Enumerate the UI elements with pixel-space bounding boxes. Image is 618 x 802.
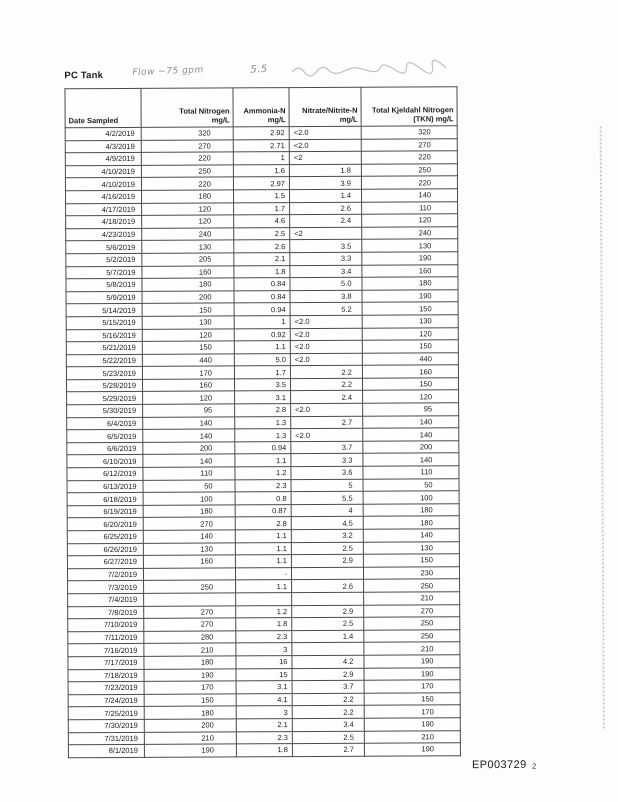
ammonia-cell: 1.3 xyxy=(235,429,291,442)
nitrate-nitrite-cell: 2.2 xyxy=(292,706,364,719)
tkn-cell: 130 xyxy=(362,315,458,328)
tkn-cell: 440 xyxy=(362,352,458,365)
ammonia-cell xyxy=(236,593,292,606)
total-nitrogen-cell: 100 xyxy=(143,492,235,505)
tkn-cell: 250 xyxy=(361,164,457,177)
nitrate-nitrite-cell: 3.5 xyxy=(290,240,362,253)
date-cell: 6/13/2019 xyxy=(67,480,143,493)
total-nitrogen-cell: 140 xyxy=(143,454,235,467)
date-cell: 7/24/2019 xyxy=(68,694,144,707)
date-cell: 7/25/2019 xyxy=(68,707,144,720)
ammonia-cell: 0.84 xyxy=(234,290,290,303)
total-nitrogen-cell: 130 xyxy=(143,542,235,555)
total-nitrogen-cell: 170 xyxy=(142,366,234,379)
ammonia-cell: 1.7 xyxy=(234,202,290,215)
tkn-cell: 170 xyxy=(364,705,460,718)
tkn-cell: 180 xyxy=(363,504,459,517)
nitrate-nitrite-cell: 2.9 xyxy=(292,605,364,618)
nitrate-nitrite-cell: 5 xyxy=(291,479,363,492)
tkn-cell: 190 xyxy=(364,743,460,756)
nitrate-nitrite-cell: 2.5 xyxy=(292,617,364,630)
tkn-cell: 120 xyxy=(362,214,458,227)
header-row xyxy=(65,87,457,128)
ammonia-cell: 1.8 xyxy=(236,744,292,757)
total-nitrogen-cell: 150 xyxy=(142,303,234,316)
tkn-cell: 270 xyxy=(361,138,457,151)
date-cell: 4/10/2019 xyxy=(65,165,141,178)
date-cell: 7/30/2019 xyxy=(68,719,144,732)
date-cell: 5/6/2019 xyxy=(66,241,142,254)
tkn-cell: 140 xyxy=(361,189,457,202)
tkn-cell: 100 xyxy=(363,491,459,504)
date-cell: 5/21/2019 xyxy=(66,341,142,354)
date-cell: 4/9/2019 xyxy=(65,153,141,166)
nitrate-nitrite-cell: <2.0 xyxy=(289,139,361,152)
date-cell: 6/25/2019 xyxy=(67,530,143,543)
table-body xyxy=(65,126,460,758)
ammonia-cell: 0.87 xyxy=(235,504,291,517)
ammonia-cell: 2.3 xyxy=(236,630,292,643)
date-cell: 4/18/2019 xyxy=(66,216,142,229)
total-nitrogen-cell: 440 xyxy=(142,354,234,367)
total-nitrogen-cell: 120 xyxy=(143,391,235,404)
nitrate-nitrite-cell: 3.3 xyxy=(291,454,363,467)
total-nitrogen-cell: 120 xyxy=(142,202,234,215)
total-nitrogen-cell: 140 xyxy=(143,530,235,543)
date-cell: 4/2/2019 xyxy=(65,127,141,140)
nitrate-nitrite-cell: 2.4 xyxy=(291,391,363,404)
date-cell: 6/5/2019 xyxy=(67,430,143,443)
ammonia-cell: 0.94 xyxy=(234,303,290,316)
nitrate-nitrite-cell: <2.0 xyxy=(289,126,361,139)
ammonia-cell: 15 xyxy=(236,668,292,681)
tkn-cell: 95 xyxy=(363,403,459,416)
total-nitrogen-cell: 270 xyxy=(141,139,233,152)
date-cell: 5/7/2019 xyxy=(66,266,142,279)
date-cell: 4/16/2019 xyxy=(65,190,141,203)
nitrate-nitrite-cell: <2 xyxy=(289,151,361,164)
nitrate-nitrite-cell: 5.5 xyxy=(291,491,363,504)
ammonia-cell: 0.92 xyxy=(234,328,290,341)
nitrate-nitrite-cell: 2.5 xyxy=(292,731,364,744)
col-header-nitrate-nitrite-unit: mg/L xyxy=(339,114,358,124)
date-cell: 4/23/2019 xyxy=(66,228,142,241)
total-nitrogen-cell: 200 xyxy=(142,291,234,304)
ammonia-cell: 2.1 xyxy=(234,253,290,266)
tkn-cell: 120 xyxy=(362,327,458,340)
ammonia-cell: 2.8 xyxy=(235,404,291,417)
total-nitrogen-cell: 120 xyxy=(142,328,234,341)
ammonia-cell: 1 xyxy=(234,316,290,329)
nitrate-nitrite-cell: 1.4 xyxy=(292,630,364,643)
ammonia-cell: 1.1 xyxy=(236,580,292,593)
nitrate-nitrite-cell xyxy=(292,643,364,656)
nitrate-nitrite-cell: 3.6 xyxy=(291,466,363,479)
ammonia-cell: 1 xyxy=(233,152,289,165)
date-cell: 5/15/2019 xyxy=(66,316,142,329)
date-cell: 8/1/2019 xyxy=(68,744,144,757)
date-cell: 5/8/2019 xyxy=(66,279,142,292)
col-header-date xyxy=(65,88,141,127)
page-number: 2 xyxy=(531,761,537,771)
date-cell: 6/12/2019 xyxy=(67,467,143,480)
tkn-cell: 200 xyxy=(363,441,459,454)
handwriting-scribble xyxy=(290,59,460,80)
tkn-cell: 180 xyxy=(363,516,459,529)
tkn-cell: 250 xyxy=(364,617,460,630)
ammonia-cell: - xyxy=(235,567,291,580)
total-nitrogen-cell: 130 xyxy=(142,316,234,329)
date-cell: 5/14/2019 xyxy=(66,304,142,317)
ammonia-cell: 3 xyxy=(236,706,292,719)
ammonia-cell: 2.97 xyxy=(233,177,289,190)
nitrate-nitrite-cell: <2.0 xyxy=(291,428,363,441)
date-cell: 5/29/2019 xyxy=(67,392,143,405)
nitrate-nitrite-cell: 2.2 xyxy=(292,693,364,706)
nitrate-nitrite-cell: 2.9 xyxy=(291,554,363,567)
ammonia-cell: 2.71 xyxy=(233,139,289,152)
ammonia-cell: 0.84 xyxy=(234,278,290,291)
total-nitrogen-cell: 160 xyxy=(142,379,234,392)
tkn-cell: 150 xyxy=(362,340,458,353)
date-cell: 7/4/2019 xyxy=(68,593,144,606)
date-cell: 5/28/2019 xyxy=(66,379,142,392)
total-nitrogen-cell: 180 xyxy=(142,278,234,291)
tkn-cell: 220 xyxy=(361,151,457,164)
total-nitrogen-cell: 180 xyxy=(141,190,233,203)
date-cell: 6/6/2019 xyxy=(67,442,143,455)
total-nitrogen-cell: 140 xyxy=(143,417,235,430)
nitrate-nitrite-cell: 2.4 xyxy=(290,214,362,227)
nitrate-nitrite-cell: 1.4 xyxy=(289,189,361,202)
tkn-cell: 230 xyxy=(363,567,459,580)
ammonia-cell: 1.2 xyxy=(235,467,291,480)
col-header-ammonia-label: Ammonia-N xyxy=(243,106,286,116)
col-header-total-nitrogen xyxy=(141,88,233,127)
ammonia-cell: 2.3 xyxy=(236,731,292,744)
total-nitrogen-cell: 180 xyxy=(144,706,236,719)
total-nitrogen-cell: 280 xyxy=(144,631,236,644)
tkn-cell: 210 xyxy=(364,642,460,655)
tkn-cell: 50 xyxy=(363,478,459,491)
col-header-total-nitrogen-label: Total Nitrogen xyxy=(179,106,230,116)
date-cell: 4/10/2019 xyxy=(65,178,141,191)
nitrate-nitrite-cell xyxy=(291,567,363,580)
nitrate-nitrite-cell: <2 xyxy=(290,227,362,240)
tkn-cell: 160 xyxy=(362,264,458,277)
col-header-ammonia-unit: mg/L xyxy=(267,115,286,125)
nitrate-nitrite-cell: 4.5 xyxy=(291,517,363,530)
tkn-cell: 190 xyxy=(362,289,458,302)
ammonia-cell: 3.1 xyxy=(235,391,291,404)
nitrate-nitrite-cell: <2.0 xyxy=(290,328,362,341)
tkn-cell: 150 xyxy=(363,554,459,567)
date-cell: 7/3/2019 xyxy=(68,581,144,594)
date-cell: 6/19/2019 xyxy=(67,505,143,518)
nitrate-nitrite-cell xyxy=(292,592,364,605)
tkn-cell: 130 xyxy=(362,239,458,252)
document-id: EP003729 xyxy=(471,758,527,772)
ammonia-cell: 1.1 xyxy=(235,454,291,467)
ammonia-cell: 2.5 xyxy=(234,227,290,240)
col-header-nitrate-nitrite xyxy=(289,87,361,126)
table-row xyxy=(68,743,460,758)
ammonia-cell: 1.3 xyxy=(235,416,291,429)
tkn-cell: 140 xyxy=(363,453,459,466)
water-quality-table xyxy=(64,86,461,758)
tkn-cell: 160 xyxy=(362,365,458,378)
tkn-cell: 170 xyxy=(364,680,460,693)
date-cell: 7/18/2019 xyxy=(68,669,144,682)
total-nitrogen-cell: 240 xyxy=(142,228,234,241)
nitrate-nitrite-cell: 3.7 xyxy=(292,680,364,693)
col-header-tkn-label: Total Kjeldahl Nitrogen xyxy=(372,105,454,115)
ammonia-cell: 1.7 xyxy=(234,366,290,379)
col-header-tkn-unit: (TKN) mg/L xyxy=(413,114,454,124)
total-nitrogen-cell: 270 xyxy=(143,517,235,530)
total-nitrogen-cell: 120 xyxy=(142,215,234,228)
tkn-cell: 180 xyxy=(362,277,458,290)
nitrate-nitrite-cell: 4 xyxy=(291,504,363,517)
nitrate-nitrite-cell: 3.2 xyxy=(291,529,363,542)
handwritten-value-note: 5.5 xyxy=(250,63,268,76)
ammonia-cell: 2.6 xyxy=(234,240,290,253)
total-nitrogen-cell: 110 xyxy=(143,467,235,480)
date-cell: 5/2/2019 xyxy=(66,253,142,266)
ammonia-cell: 1.8 xyxy=(236,618,292,631)
date-cell: 5/9/2019 xyxy=(66,291,142,304)
total-nitrogen-cell: 180 xyxy=(144,656,236,669)
tkn-cell: 220 xyxy=(361,176,457,189)
nitrate-nitrite-cell: 2.2 xyxy=(290,366,362,379)
ammonia-cell: 0.94 xyxy=(235,441,291,454)
col-header-total-nitrogen-unit: mg/L xyxy=(211,115,230,125)
ammonia-cell: 4.6 xyxy=(234,215,290,228)
nitrate-nitrite-cell: 2.7 xyxy=(292,743,364,756)
date-cell: 7/2/2019 xyxy=(67,568,143,581)
tkn-cell: 190 xyxy=(364,718,460,731)
nitrate-nitrite-cell: 1.8 xyxy=(289,164,361,177)
total-nitrogen-cell: 210 xyxy=(144,643,236,656)
total-nitrogen-cell: 205 xyxy=(142,253,234,266)
date-cell: 7/11/2019 xyxy=(68,631,144,644)
total-nitrogen-cell: 150 xyxy=(144,694,236,707)
date-cell: 4/3/2019 xyxy=(65,140,141,153)
nitrate-nitrite-cell: 3.4 xyxy=(292,718,364,731)
total-nitrogen-cell: 270 xyxy=(144,605,236,618)
ammonia-cell: 1.1 xyxy=(235,530,291,543)
nitrate-nitrite-cell: <2.0 xyxy=(291,403,363,416)
nitrate-nitrite-cell: <2.0 xyxy=(290,353,362,366)
total-nitrogen-cell: 250 xyxy=(141,165,233,178)
tkn-cell: 190 xyxy=(362,252,458,265)
tkn-cell: 150 xyxy=(362,302,458,315)
nitrate-nitrite-cell: <2.0 xyxy=(290,340,362,353)
tkn-cell: 210 xyxy=(364,592,460,605)
date-cell: 7/10/2019 xyxy=(68,619,144,632)
scan-edge-artifact xyxy=(600,126,605,728)
total-nitrogen-cell: 200 xyxy=(143,442,235,455)
ammonia-cell: 1.1 xyxy=(235,542,291,555)
date-cell: 7/8/2019 xyxy=(68,606,144,619)
total-nitrogen-cell: 200 xyxy=(144,719,236,732)
nitrate-nitrite-cell: 3.9 xyxy=(289,177,361,190)
date-cell: 5/23/2019 xyxy=(66,367,142,380)
total-nitrogen-cell: 50 xyxy=(143,480,235,493)
tkn-cell: 250 xyxy=(364,629,460,642)
total-nitrogen-cell xyxy=(144,593,236,606)
total-nitrogen-cell: 180 xyxy=(143,505,235,518)
ammonia-cell: 0.8 xyxy=(235,492,291,505)
handwritten-flow-note: Flow ~75 gpm xyxy=(132,65,204,79)
ammonia-cell: 2.8 xyxy=(235,517,291,530)
col-header-tkn xyxy=(361,87,457,127)
col-header-date-label: Date Sampled xyxy=(68,116,119,126)
nitrate-nitrite-cell: 3.4 xyxy=(290,265,362,278)
date-cell: 6/10/2019 xyxy=(67,455,143,468)
ammonia-cell: 4.1 xyxy=(236,693,292,706)
total-nitrogen-cell: 150 xyxy=(142,341,234,354)
total-nitrogen-cell: 160 xyxy=(142,265,234,278)
date-cell: 7/31/2019 xyxy=(68,732,144,745)
total-nitrogen-cell: 190 xyxy=(144,744,236,757)
date-cell: 6/4/2019 xyxy=(67,417,143,430)
tkn-cell: 140 xyxy=(363,428,459,441)
tkn-cell: 270 xyxy=(364,604,460,617)
total-nitrogen-cell: 95 xyxy=(143,404,235,417)
ammonia-cell: 1.5 xyxy=(233,190,289,203)
ammonia-cell: 1.6 xyxy=(233,164,289,177)
date-cell: 7/23/2019 xyxy=(68,681,144,694)
date-cell: 5/30/2019 xyxy=(67,404,143,417)
date-cell: 6/27/2019 xyxy=(67,556,143,569)
tkn-cell: 140 xyxy=(363,529,459,542)
total-nitrogen-cell: 220 xyxy=(141,177,233,190)
date-cell: 7/17/2019 xyxy=(68,656,144,669)
nitrate-nitrite-cell: 2.5 xyxy=(291,542,363,555)
ammonia-cell: 16 xyxy=(236,656,292,669)
date-cell: 6/20/2019 xyxy=(67,518,143,531)
total-nitrogen-cell: 130 xyxy=(142,240,234,253)
ammonia-cell: 2.1 xyxy=(236,719,292,732)
tkn-cell: 150 xyxy=(362,378,458,391)
tkn-cell: 120 xyxy=(363,390,459,403)
nitrate-nitrite-cell: 3.8 xyxy=(290,290,362,303)
date-cell: 5/22/2019 xyxy=(66,354,142,367)
nitrate-nitrite-cell: 5.2 xyxy=(290,303,362,316)
tkn-cell: 140 xyxy=(363,415,459,428)
ammonia-cell: 3.1 xyxy=(236,681,292,694)
date-cell: 4/17/2019 xyxy=(66,203,142,216)
total-nitrogen-cell: 160 xyxy=(143,555,235,568)
ammonia-cell: 3 xyxy=(236,643,292,656)
nitrate-nitrite-cell: 4.2 xyxy=(292,655,364,668)
total-nitrogen-cell: 210 xyxy=(144,731,236,744)
total-nitrogen-cell: 190 xyxy=(144,668,236,681)
nitrate-nitrite-cell: 5.0 xyxy=(290,277,362,290)
table-header xyxy=(65,87,457,128)
total-nitrogen-cell: 320 xyxy=(141,127,233,140)
nitrate-nitrite-cell: 2.6 xyxy=(292,580,364,593)
page-title: PC Tank xyxy=(64,70,104,82)
tkn-cell: 110 xyxy=(363,466,459,479)
ammonia-cell: 3.5 xyxy=(234,378,290,391)
ammonia-cell: 1.1 xyxy=(235,555,291,568)
date-cell: 5/16/2019 xyxy=(66,329,142,342)
col-header-ammonia xyxy=(233,88,289,127)
tkn-cell: 190 xyxy=(364,667,460,680)
tkn-cell: 130 xyxy=(363,541,459,554)
nitrate-nitrite-cell: 2.7 xyxy=(291,416,363,429)
nitrate-nitrite-cell: 3.7 xyxy=(291,441,363,454)
tkn-cell: 190 xyxy=(364,655,460,668)
total-nitrogen-cell: 220 xyxy=(141,152,233,165)
ammonia-cell: 1.8 xyxy=(234,265,290,278)
tkn-cell: 210 xyxy=(364,730,460,743)
nitrate-nitrite-cell: 2.9 xyxy=(292,668,364,681)
ammonia-cell: 5.0 xyxy=(234,353,290,366)
date-cell: 7/16/2019 xyxy=(68,644,144,657)
nitrate-nitrite-cell: 2.6 xyxy=(290,202,362,215)
tkn-cell: 320 xyxy=(361,126,457,139)
col-header-nitrate-nitrite-label: Nitrate/Nitrite-N xyxy=(302,105,358,116)
nitrate-nitrite-cell: <2.0 xyxy=(290,315,362,328)
tkn-cell: 150 xyxy=(364,692,460,705)
total-nitrogen-cell: 140 xyxy=(143,429,235,442)
total-nitrogen-cell xyxy=(143,568,235,581)
tkn-cell: 240 xyxy=(362,226,458,239)
tkn-cell: 250 xyxy=(364,579,460,592)
date-cell: 6/26/2019 xyxy=(67,543,143,556)
total-nitrogen-cell: 170 xyxy=(144,681,236,694)
nitrate-nitrite-cell: 3.3 xyxy=(290,252,362,265)
nitrate-nitrite-cell: 2.2 xyxy=(290,378,362,391)
total-nitrogen-cell: 250 xyxy=(144,580,236,593)
total-nitrogen-cell: 270 xyxy=(144,618,236,631)
ammonia-cell: 1.1 xyxy=(234,341,290,354)
date-cell: 6/18/2019 xyxy=(67,493,143,506)
tkn-cell: 110 xyxy=(362,201,458,214)
ammonia-cell: 2.3 xyxy=(235,479,291,492)
ammonia-cell: 1.2 xyxy=(236,605,292,618)
ammonia-cell: 2.92 xyxy=(233,127,289,140)
